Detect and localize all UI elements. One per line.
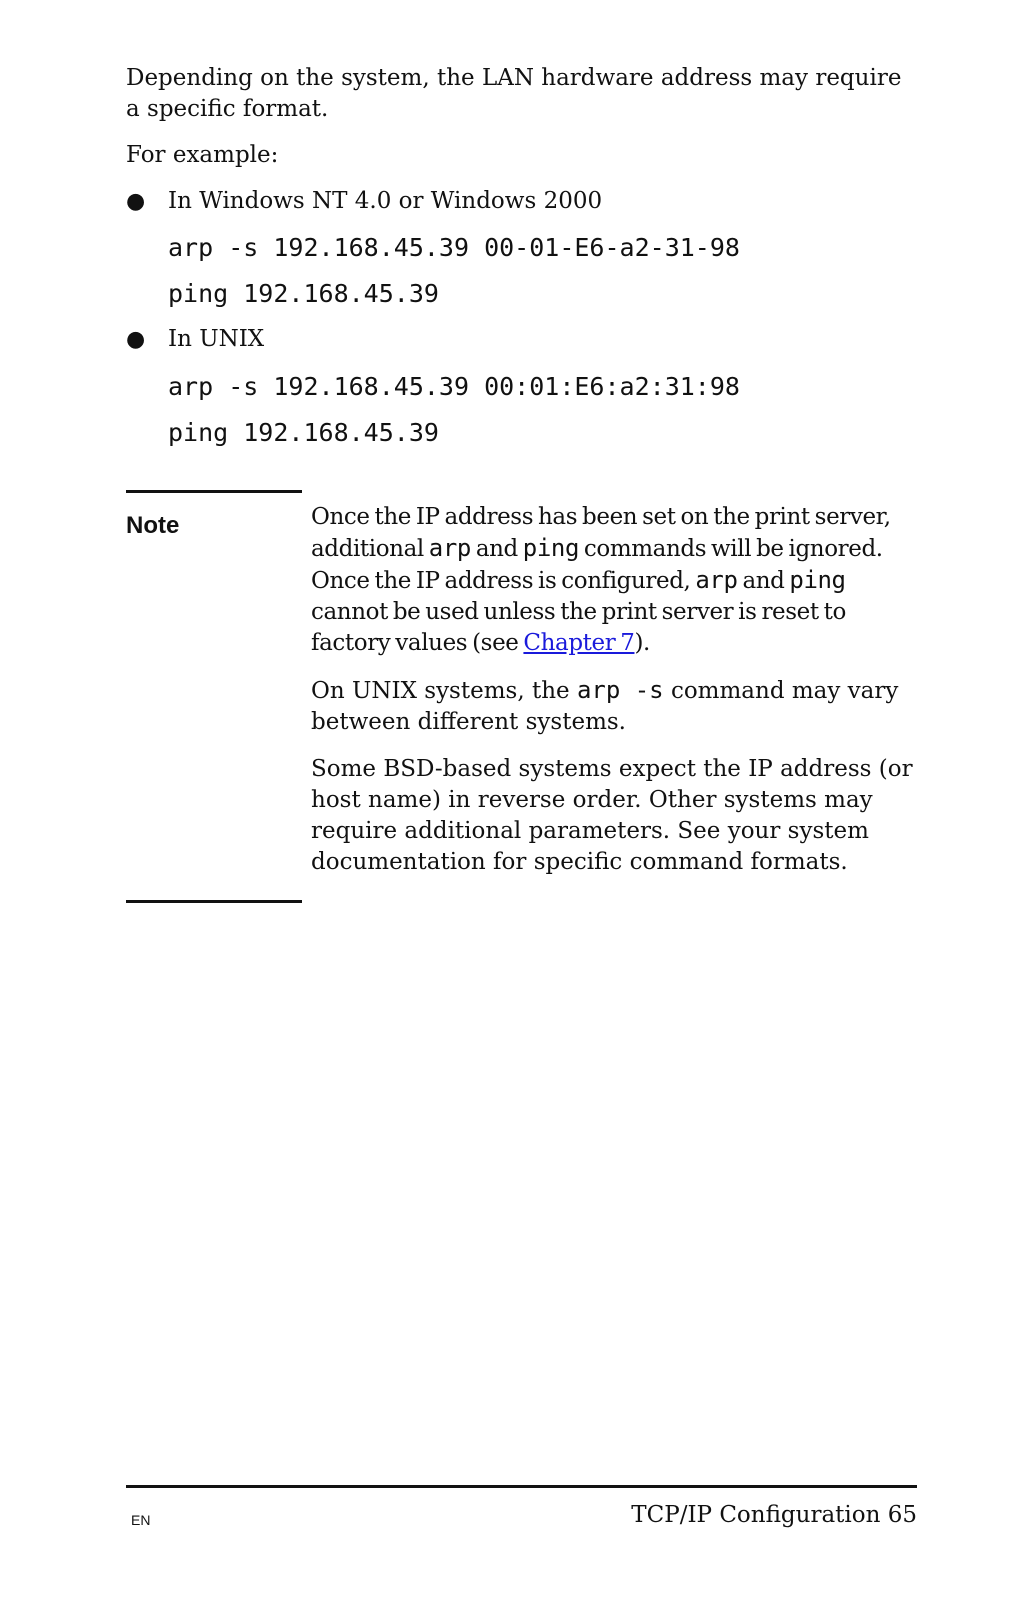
unix-heading: In UNIX <box>168 326 265 352</box>
note-paragraph-3: Some BSD-based systems expect the IP address (or host name) in reverse order. Other systems may require additional parameters. See your system documentation for specific command formats. <box>311 756 913 875</box>
note-top-rule <box>126 490 302 493</box>
example-label: For example: <box>126 142 279 168</box>
note-label: Note <box>126 512 180 539</box>
windows-ping-command: ping 192.168.45.39 <box>168 279 439 308</box>
arp-command-inline: arp <box>428 534 471 562</box>
note-text: On UNIX systems, the <box>311 678 577 704</box>
windows-heading: In Windows NT 4.0 or Windows 2000 <box>168 188 603 214</box>
note-text: and <box>737 568 790 594</box>
unix-ping-command: ping 192.168.45.39 <box>168 418 439 447</box>
note-paragraph-2 <box>311 675 917 738</box>
footer-rule <box>126 1485 917 1488</box>
note-text: ). <box>634 630 650 656</box>
intro-paragraph: Depending on the system, the LAN hardware address may require a specific format. <box>126 65 902 122</box>
bullet-icon: ● <box>126 189 146 214</box>
chapter-7-link[interactable]: Chapter 7 <box>523 630 635 656</box>
bullet-icon: ● <box>126 327 146 352</box>
arp-command-inline: arp <box>695 566 738 594</box>
ping-command-inline: ping <box>522 534 579 562</box>
note-text: commands will be ignored. Once the IP address is configured, <box>311 536 883 594</box>
note-text: command may vary between different systems. <box>311 678 899 735</box>
note-paragraph-1 <box>311 502 917 659</box>
note-bottom-rule <box>126 900 302 903</box>
note-text: cannot be used unless the print server is reset to factory values (see <box>311 599 846 656</box>
note-text: and <box>470 536 523 562</box>
note-text: Once the IP address has been set on the print server, additional <box>311 504 891 562</box>
unix-arp-command: arp -s 192.168.45.39 00:01:E6:a2:31:98 <box>168 372 740 401</box>
ping-command-inline: ping <box>789 566 846 594</box>
arp-s-command-inline: arp -s <box>576 676 664 704</box>
footer-language: EN <box>131 1512 151 1528</box>
note-body <box>311 502 917 894</box>
footer-page-label: TCP/IP Configuration 65 <box>631 1502 917 1528</box>
windows-arp-command: arp -s 192.168.45.39 00-01-E6-a2-31-98 <box>168 233 740 262</box>
